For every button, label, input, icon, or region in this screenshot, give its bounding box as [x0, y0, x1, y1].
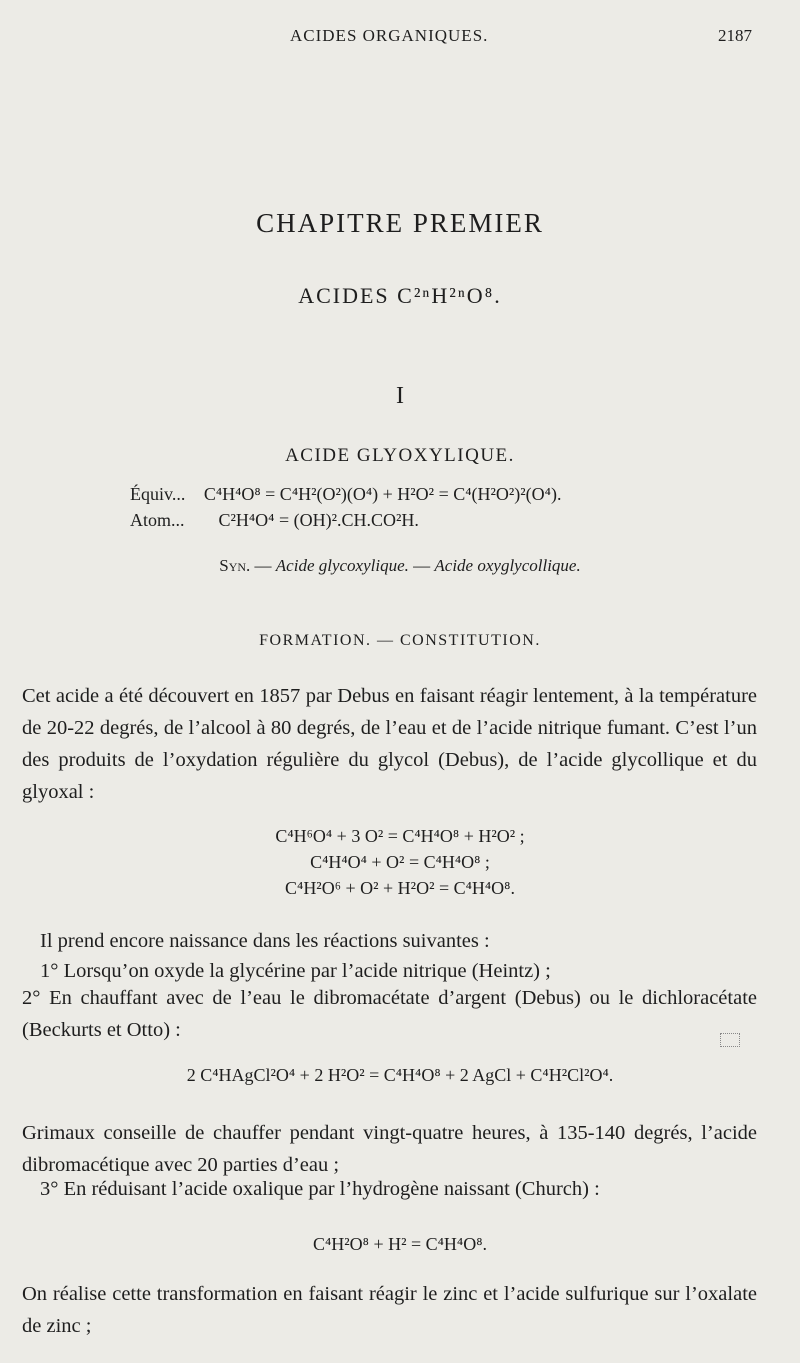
atom-line	[130, 510, 419, 531]
running-header	[0, 26, 800, 50]
acides-label: ACIDES	[298, 283, 390, 308]
acides-heading	[0, 283, 800, 309]
syn-name-2: Acide oxyglycollique.	[434, 556, 581, 575]
paragraph-dibromacetate: 2° En chauffant avec de l’eau le dibromacétate d’argent (Debus) ou le dichloracétate (Beckurts et Otto) :	[22, 987, 757, 1041]
paragraph-discovery: Cet acide a été découvert en 1857 par Debus en faisant réagir lentement, à la température de 20-22 degrés, de l’alcool à 80 degrés, de l’eau et de l’acide nitrique fumant. C’est l’un des produits de l’oxydation régulière du glycol (Debus), de l’acide glycollique et du glyoxal :	[22, 685, 757, 803]
running-title: ACIDES ORGANIQUES.	[290, 26, 489, 45]
page-number: 2187	[718, 26, 752, 45]
syn-name-1: Acide glycoxylique.	[275, 556, 409, 575]
ink-smudge	[720, 1033, 740, 1047]
atom-formula: C²H⁴O⁴ = (OH)².CH.CO²H.	[218, 510, 419, 530]
syn-label: Syn.	[219, 556, 251, 575]
chapter-title: CHAPITRE PREMIER	[256, 208, 544, 238]
acid-title: ACIDE GLYOXYLIQUE.	[285, 445, 515, 466]
atom-label: Atom...	[130, 510, 185, 530]
equiv-formula: C⁴H⁴O⁸ = C⁴H²(O²)(O⁴) + H²O² = C⁴(H²O²)²(O⁴).	[203, 484, 562, 504]
formula-3: C⁴H²O⁶ + O² + H²O² = C⁴H⁴O⁸.	[285, 878, 515, 898]
paragraph-zinc: On réalise cette transformation en faisant réagir le zinc et l’acide sulfurique sur l’oxalate de zinc ;	[22, 1283, 757, 1337]
formula-5: C⁴H²O⁸ + H² = C⁴H⁴O⁸.	[313, 1234, 487, 1254]
paragraph-glycerine: 1° Lorsqu’on oxyde la glycérine par l’acide nitrique (Heintz) ;	[40, 960, 551, 982]
equiv-line	[130, 484, 561, 505]
syn-separator-2: —	[413, 556, 431, 575]
acides-formula: C²ⁿH²ⁿO⁸.	[397, 283, 502, 308]
section-number: I	[396, 383, 404, 409]
formula-2: C⁴H⁴O⁴ + O² = C⁴H⁴O⁸ ;	[310, 852, 490, 872]
equiv-label: Équiv...	[130, 484, 186, 504]
formula-4: 2 C⁴HAgCl²O⁴ + 2 H²O² = C⁴H⁴O⁸ + 2 AgCl + C⁴H²Cl²O⁴.	[186, 1065, 614, 1085]
paragraph-reactions-intro: Il prend encore naissance dans les réactions suivantes :	[40, 930, 490, 952]
paragraph-grimaux: Grimaux conseille de chauffer pendant vingt-quatre heures, à 135-140 degrés, l’acide dibromacétique avec 20 parties d’eau ;	[22, 1122, 757, 1176]
paragraph-oxalic: 3° En réduisant l’acide oxalique par l’hydrogène naissant (Church) :	[40, 1178, 600, 1200]
formula-1: C⁴H⁶O⁴ + 3 O² = C⁴H⁴O⁸ + H²O² ;	[275, 826, 525, 846]
syn-separator-1: —	[254, 556, 272, 575]
formation-heading: FORMATION. — CONSTITUTION.	[259, 632, 541, 649]
synonyms-line	[0, 556, 800, 576]
